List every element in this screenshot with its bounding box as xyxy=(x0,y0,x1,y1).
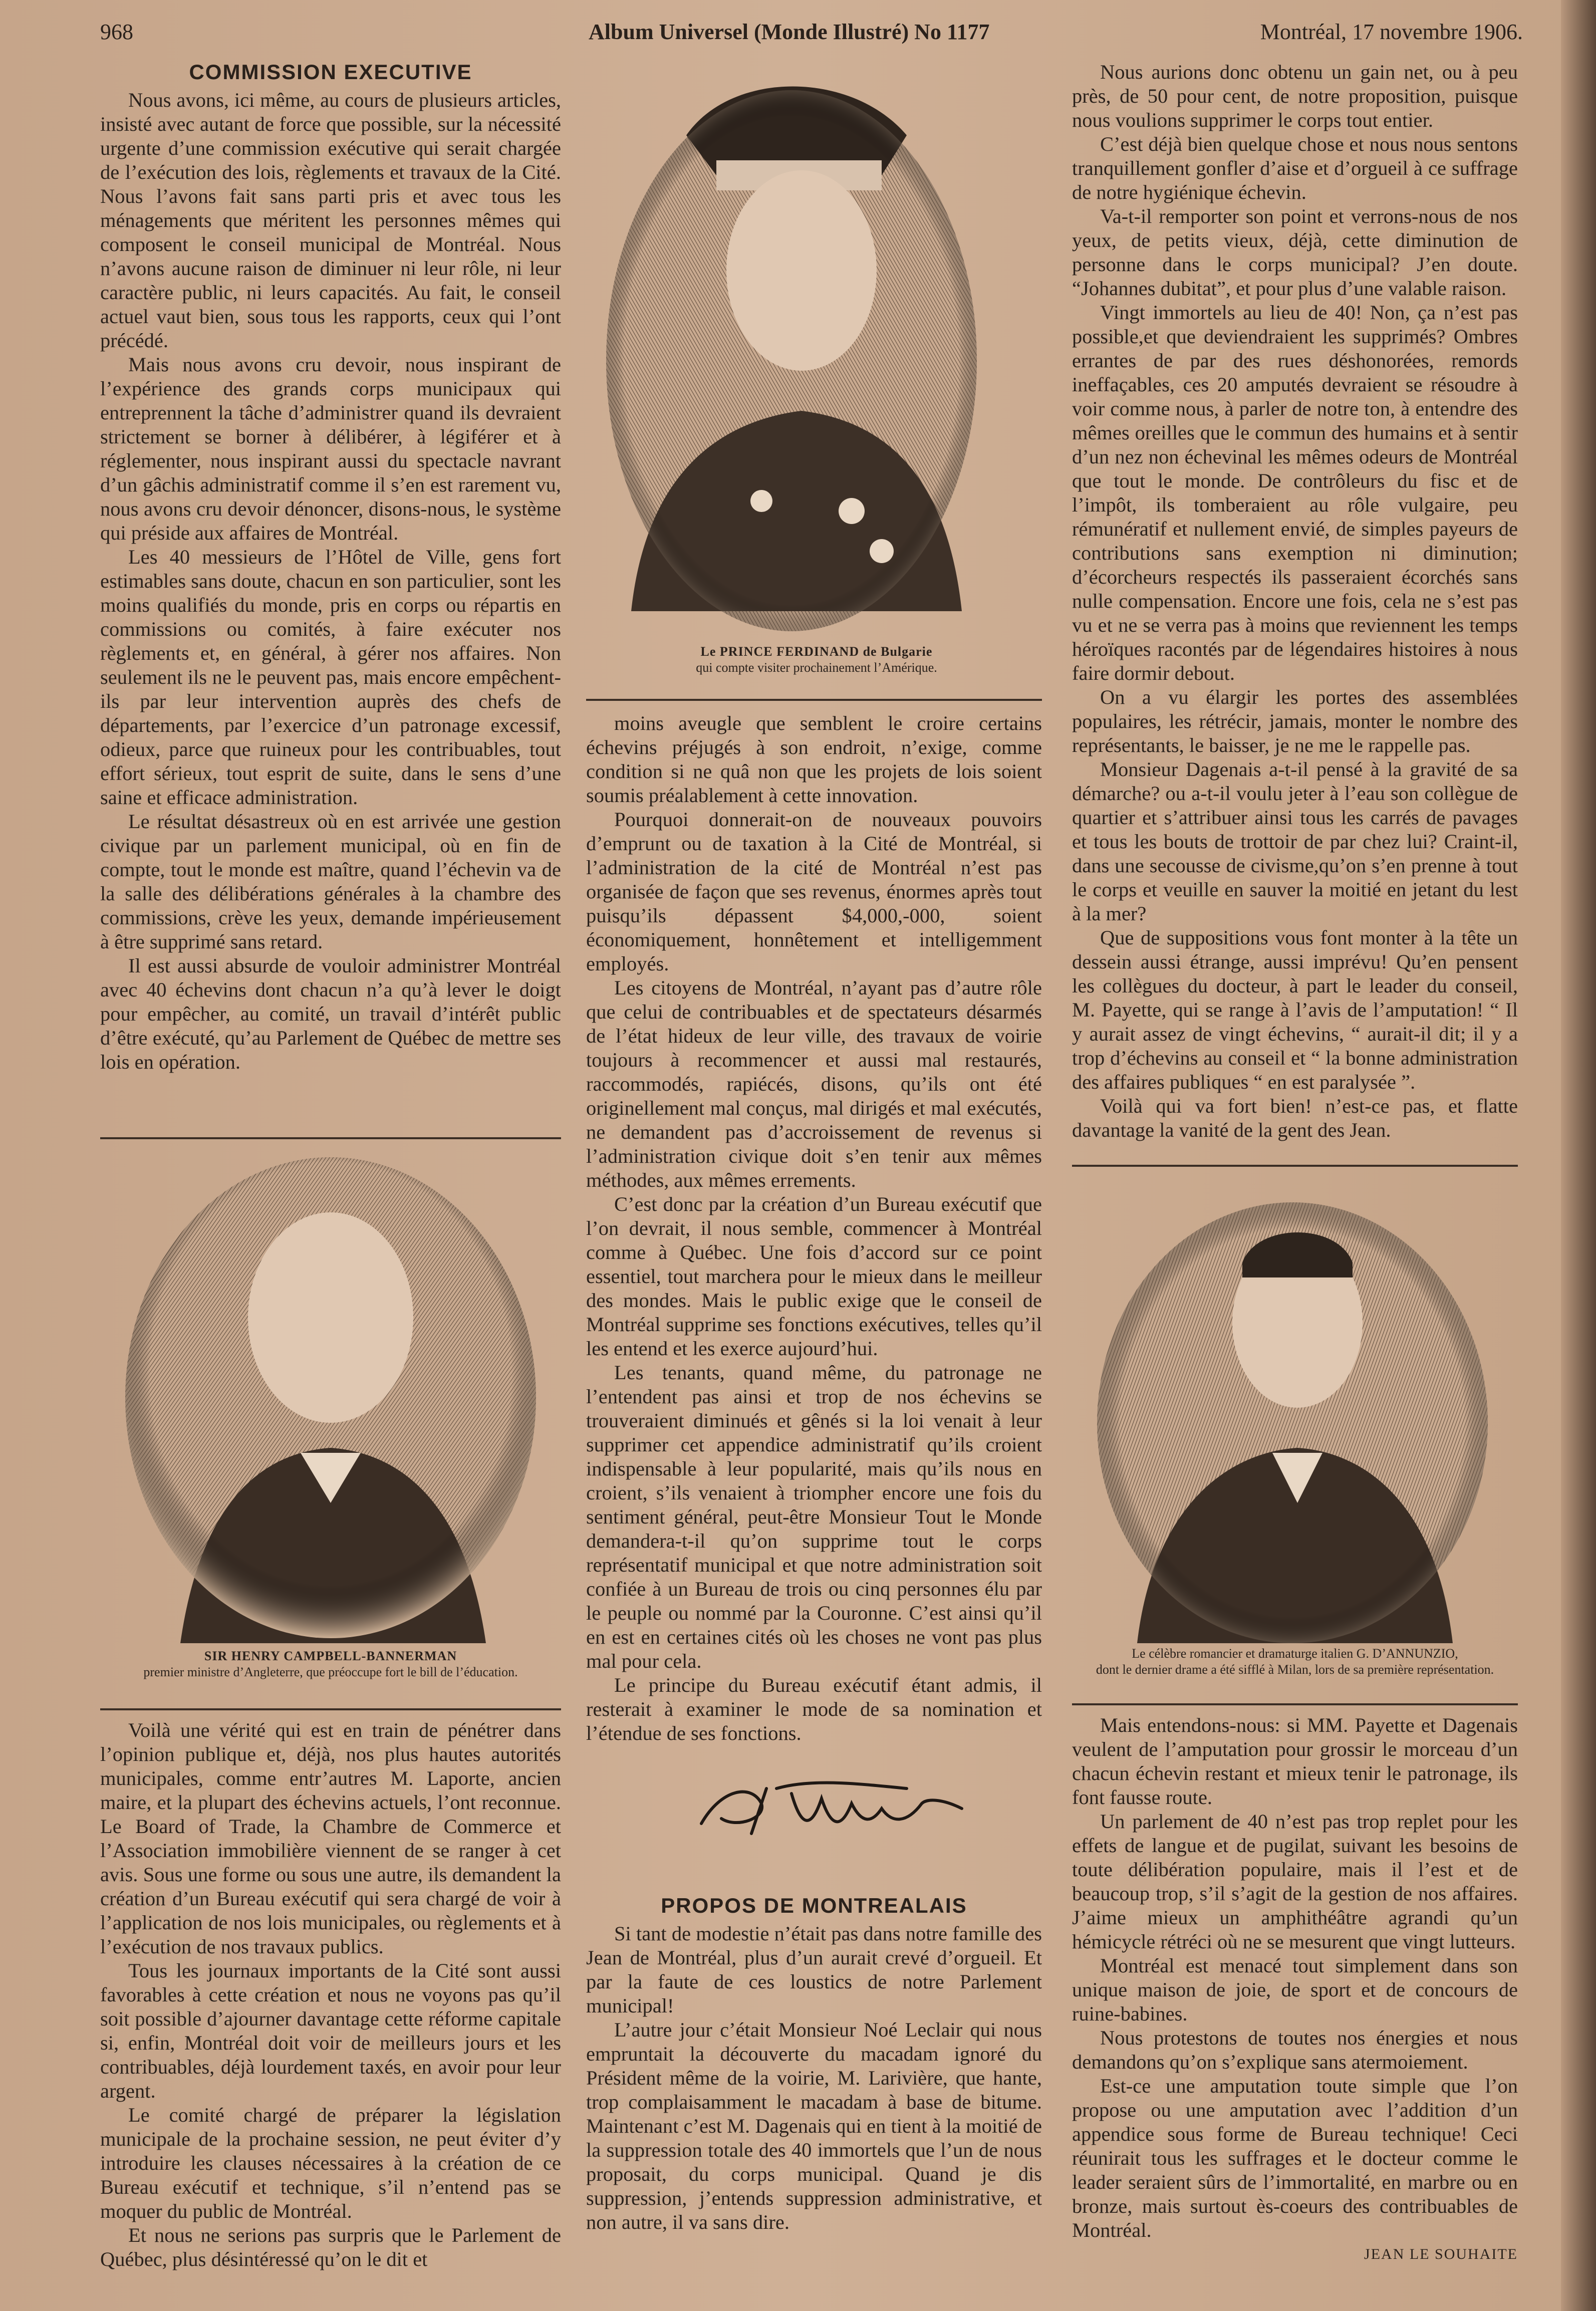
paragraph: Voilà une vérité qui est en train de pénétrer dans l’opinion publique et, déjà, nos plus hautes autorités municipales, comme entr’autres M. Laporte, ancien maire, et la plupart des échevins actuels, l’ont reconnue. Le Board of Trade, la Chambre de Commerce et l’Association immobilière viennent de se ranger à cet avis. Sous une forme ou sous une autre, ils demandent la création d’un Bureau exécutif qui sera chargé de voir à l’application de nos lois municipales, ou règlements et à l’exécution de nos travaux publics. xyxy=(100,1719,561,1958)
paragraph: Pourquoi donnerait-on de nouveaux pouvoirs d’emprunt ou de taxation à la Cité de Montréal, si l’administration de la cité de Montréal n’est pas organisée de façon que ses revenus, énormes après tout puisqu’ils dépassent $4,000,-000, soient économiquement, honnêtement et intelligemment employés. xyxy=(586,808,1042,975)
page-header xyxy=(100,15,1523,50)
paragraph: Le résultat désastreux où en est arrivée une gestion civique par un parlement municipal, où en fin de compte, tout le monde est maître, quand l’échevin va de la salle des délibérations générales à la chambre des commissions, crève les yeux, demande impérieusement à être supprimé sans retard. xyxy=(100,810,561,953)
paragraph: Et nous ne serions pas surpris que le Parlement de Québec, plus désintéressé qu’on le dit et xyxy=(100,2224,561,2270)
paragraph: Le comité chargé de préparer la législation municipale de la prochaine session, ne peut éviter d’y introduire les clauses nécessaires à la création de ce Bureau exécutif et technique, s’il n’entend pas se moquer du public de Montréal. xyxy=(100,2104,561,2222)
paragraph: moins aveugle que semblent le croire certains échevins préjugés à son endroit, n’exige, comme condition si ne quâ non que les projets de lois soient soumis préalablement à cette innovation. xyxy=(586,712,1042,807)
paragraph: Vingt immortels au lieu de 40! Non, ça n’est pas possible,et que deviendraient les supprimés? Ombres errantes de par des rues déshonorées, remords ineffaçables, ces 20 amputés devraient se résoudre à voir comme nous, à parler de notre ton, à entendre des mêmes oreilles que le commun des humains et à sentir d’un nez non échevinal les mêmes odeurs de Montréal que tout le monde. De contrôleurs du fisc et de l’impôt, ils tomberaient au rôle vulgaire, peu rémunératif et nullement envié, de simples payeurs de contributions sans exemption ni diminution; d’écorcheurs respectés ils passeraient écorchés sans nulle compensation. Encore une fois, cela ne s’est pas vu et ne se verra pas à moins que reviennent les temps héroïques racontés par de légendaires histoires à nous faire dormir debout. xyxy=(1072,301,1518,684)
dannunzio-portrait xyxy=(1092,1192,1493,1643)
caption-text: premier ministre d’Angleterre, que préoccupe fort le bill de l’éducation. xyxy=(143,1665,518,1679)
paragraph: Les citoyens de Montréal, n’ayant pas d’autre rôle que celui de contribuables et de spectateurs désarmés de l’état hideux de leur ville, des travaux de voirie toujours à recommencer et aussi mal restaurés, raccommodés, rapiécés, disons, qu’ils ont été originellement mal conçus, mal dirigés et mal exécutés, ne demandent pas d’accroissement de revenus si l’administration civique doit s’en tenir aux mêmes méthodes, aux mêmes errements. xyxy=(586,976,1042,1191)
divider xyxy=(586,699,1042,701)
caption-name: SIR HENRY CAMPBELL-BANNERMAN xyxy=(204,1649,457,1663)
propos-continued xyxy=(1072,1713,1518,2266)
paragraph: Nous aurions donc obtenu un gain net, ou à peu près, de 50 pour cent, de notre proposition, puisque nous voulions supprimer le corps tout entier. xyxy=(1072,61,1518,131)
divider xyxy=(1072,1165,1518,1167)
signature-scrawl xyxy=(691,1768,972,1844)
propos-column-3 xyxy=(1072,60,1518,1142)
paragraph: Les tenants, quand même, du patronage ne l’entendent pas ainsi et trop de nos échevins se trouveraient diminués et gênés si la loi venait à leur supprimer cet appendice administratif qu’ils croient indispensable à leur popularité, mais qu’ils nous en croient, s’ils venaient à triompher encore une fois du sentiment général, peut-être Monsieur Tout le Monde demandera-t-il qu’on supprime tout le corps représentatif municipal et que notre administration soit confiée à un Bureau de trois ou cinq personnes élu par le peuple ou nommé par la Couronne. C’est ainsi qu’il en est en certaines cités où les choses ne vont pas plus mal pour cela. xyxy=(586,1361,1042,1672)
paragraph: Est-ce une amputation toute simple que l’on propose ou une amputation avec l’addition d’un appendice sous forme de Bureau technique! Ceci réunirait tous les suffrages et le docteur comme le leader seraient sûrs de l’immortalité, en marbre ou en bronze, mais surtout ès-coeurs des contribuables de Montréal. xyxy=(1072,2075,1518,2241)
signature xyxy=(691,1768,972,1844)
caption-text: qui compte visiter prochainement l’Amérique. xyxy=(696,660,937,675)
bannerman-portrait xyxy=(120,1152,541,1643)
page-edge-shadow xyxy=(1561,0,1596,2311)
article-title: PROPOS DE MONTREALAIS xyxy=(661,1894,967,1917)
paragraph: Nous protestons de toutes nos énergies et nous demandons qu’on s’explique sans atermoiement. xyxy=(1072,2026,1518,2073)
caption-name: Le PRINCE FERDINAND de Bulgarie xyxy=(700,644,933,659)
caption-text: dont le dernier drame a été sifflé à Milan, lors de sa première représentation. xyxy=(1096,1662,1494,1677)
commission-executive-continued xyxy=(100,1718,561,2271)
bannerman-caption xyxy=(100,1648,561,1680)
commission-executive-column-2 xyxy=(586,711,1042,1745)
author-byline: JEAN LE SOUHAITE xyxy=(1364,2246,1518,2262)
paragraph: Monsieur Dagenais a-t-il pensé à la gravité de sa démarche? ou a-t-il voulu jeter à l’eau son collègue de quartier et s’attribuer ainsi tous les carrés de pavages et tous les bouts de trottoir de par chez lui? Craint-il, dans une secousse de civisme,qu’on s’en prenne à tout le corps et veuille en sauver la moitié en jetant du lest à la mer? xyxy=(1072,758,1518,925)
paragraph: Mais nous avons cru devoir, nous inspirant de l’expérience des grands corps municipaux qui entreprennent la tâche d’administrer quand ils devraient strictement se borner à délibérer, à légiférer et à réglementer, nous inspirant aussi du spectacle navrant d’un gâchis administratif comme il s’en est rarement vu, nous avons cru devoir dénoncer, disons-nous, le système qui préside aux affaires de Montréal. xyxy=(100,353,561,544)
paragraph: On a vu élargir les portes des assemblées populaires, les rétrécir, jamais, monter le nombre des représentants, le baisser, je ne me le rappelle pas. xyxy=(1072,686,1518,756)
divider xyxy=(1072,1703,1518,1705)
dannunzio-caption xyxy=(1072,1646,1518,1678)
paragraph: Il est aussi absurde de vouloir administrer Montréal avec 40 échevins dont chacun n’a qu’à lever le doigt pour empêcher, au comité, un travail d’intérêt public d’être exécuté, qu’au Parlement de Québec de mettre ses lois en opération. xyxy=(100,954,561,1073)
article-title: COMMISSION EXECUTIVE xyxy=(189,60,472,84)
paragraph: L’autre jour c’était Monsieur Noé Leclair qui nous empruntait la découverte du macadam ignoré du Président même de la voirie, M. Larivière, que hante, trop complaisamment le macadam à base de bitume. Maintenant c’est M. Dagenais qui en tient à la moitié de la suppression totale des 40 immortels que l’un de nous proposait, du corps municipal. Quand je dis suppression, j’entends suppression administrative, et non autre, il va sans dire. xyxy=(586,2018,1042,2233)
paragraph: Tous les journaux importants de la Cité sont aussi favorables à cette création et nous ne voyons pas qu’il soit possible d’ajourner davantage cette réforme capitale si, enfin, Montréal doit voir de meilleurs jours et les contribuables, déjà lourdement taxés, en avoir pour leur argent. xyxy=(100,1959,561,2102)
paragraph: Si tant de modestie n’était pas dans notre famille des Jean de Montréal, plus d’un aurait crevé d’orgueil. Et par la faute de ces loustics de notre Parlement municipal! xyxy=(586,1922,1042,2017)
paragraph: Le principe du Bureau exécutif étant admis, il resterait à examiner le mode de sa nomination et l’étendue de ses fonctions. xyxy=(586,1674,1042,1744)
divider xyxy=(100,1708,561,1710)
commission-executive-article xyxy=(100,60,561,1074)
paragraph: Nous avons, ici même, au cours de plusieurs articles, insisté avec autant de force que possible, sur la nécessité urgente d’une commission exécutive qui serait chargée de l’exécution des lois, règlements et travaux de la Cité. Nous l’avons fait sans parti pris et avec tous les ménagements que méritent les personnes mêmes qui composent le conseil municipal de Montréal. Nous n’avons aucune raison de diminuer ni leur rôle, ni leur caractère public, ni leurs capacités. Au fait, le conseil actuel vaut bien, sous tous les rapports, ceux qui l’ont précédé. xyxy=(100,89,561,352)
issue-date: Montréal, 17 novembre 1906. xyxy=(1260,20,1523,44)
divider xyxy=(100,1137,561,1139)
paragraph: Montréal est menacé tout simplement dans son unique maison de joie, de sport et de concours de ruine-babines. xyxy=(1072,1954,1518,2025)
ferdinand-caption xyxy=(586,644,1047,676)
ferdinand-portrait xyxy=(601,60,982,636)
paragraph: Voilà qui va fort bien! n’est-ce pas, et flatte davantage la vanité de la gent des Jean. xyxy=(1072,1095,1518,1141)
paragraph: C’est donc par la création d’un Bureau exécutif que l’on devrait, il nous semble, commencer à Montréal comme à Québec. Une fois d’accord sur ce point essentiel, tout marchera pour le mieux dans le meilleur des mondes. Mais le public exige que le conseil de Montréal supprime ses fonctions exécutives, telles qu’il les entend et les exerce aujourd’hui. xyxy=(586,1193,1042,1360)
page-number: 968 xyxy=(100,20,133,44)
caption-name: Le célèbre romancier et dramaturge italien G. D’ANNUNZIO, xyxy=(1132,1646,1458,1661)
paragraph: Mais entendons-nous: si MM. Payette et Dagenais veulent de l’amputation pour grossir le morceau d’un chacun échevin restant et mieux tenir le patronage, ils font fausse route. xyxy=(1072,1714,1518,1809)
paragraph: Que de suppositions vous font monter à la tête un dessein aussi étrange, aussi imprévu! Qu’en pensent les collègues du docteur, à part le leader du conseil, M. Payette, qui se range à l’avis de l’amputation! “ Il y aurait assez de vingt échevins, “ aurait-il dit; il y a trop d’échevins au conseil et “ la bonne administration des affaires publiques “ en est paralysée ”. xyxy=(1072,926,1518,1093)
paragraph: Un parlement de 40 n’est pas trop replet pour les effets de langue et de pugilat, suivant les besoins de toute délibération populaire, mais il l’est et de beaucoup trop, s’il s’agit de la gestion de nos affaires. J’aime mieux un amphithéâtre agrandi qu’un hémicycle rétréci où ne se mesurent que vingt lutteurs. xyxy=(1072,1810,1518,1953)
paragraph: Les 40 messieurs de l’Hôtel de Ville, gens fort estimables sans doute, chacun en son particulier, sont les moins qualifiés du monde, pris en corps ou répartis en commissions ou comités, à faire exécuter nos règlements et, en général, à gérer nos affaires. Non seulement ils ne le peuvent pas, mais encore empêchent-ils par leur intervention auprès des chefs de départements, par l’exercice d’un patronage excessif, odieux, parce que ruineux pour les contribuables, tout effort sérieux, tout esprit de suite, dans le sens d’une saine et efficace administration. xyxy=(100,546,561,809)
paragraph: Va-t-il remporter son point et verrons-nous de nos yeux, de petits vieux, déjà, cette diminution de personne dans le corps municipal? J’en doute. “Johannes dubitat”, et pour plus d’une valable raison. xyxy=(1072,205,1518,300)
publication-title: Album Universel (Monde Illustré) No 1177 xyxy=(589,20,990,44)
paragraph: C’est déjà bien quelque chose et nous nous sentons tranquillement gonfler d’aise et d’orgueil à ce suffrage de notre hygiénique échevin. xyxy=(1072,133,1518,203)
propos-de-montrealais xyxy=(586,1894,1042,2234)
